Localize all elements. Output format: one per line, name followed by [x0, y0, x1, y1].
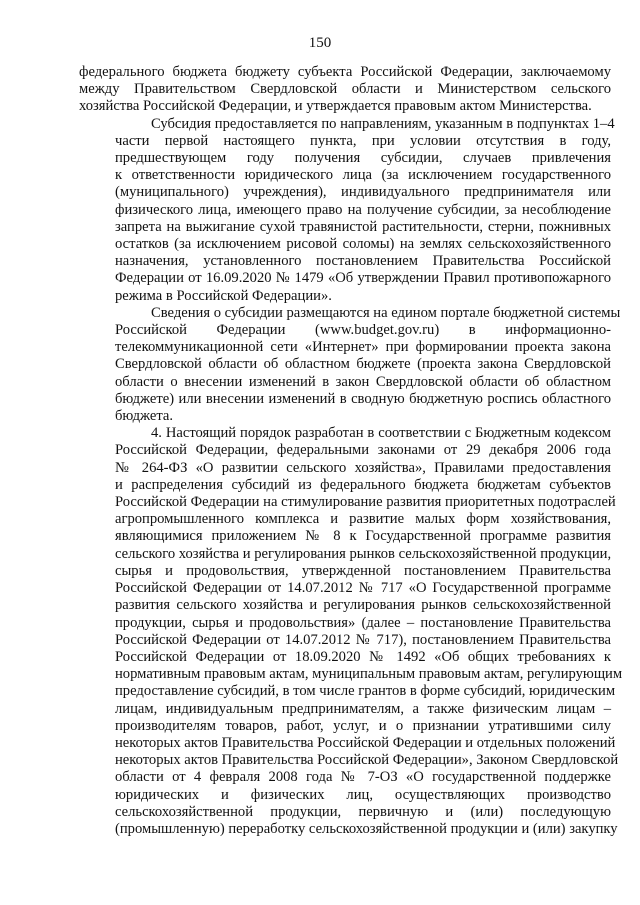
- text-line: назначения, установленного постановлением Правительства Российской: [115, 253, 611, 270]
- text-line: нормативным правовым актам, муниципальным правовым актам, регулирующим: [115, 666, 623, 683]
- text-line: Федерации от 16.09.2020 № 1479 «Об утверждении Правил противопожарного: [115, 270, 611, 287]
- text-line: Российской Федерации от 14.07.2012 № 717), постановлением Правительства: [115, 631, 611, 648]
- text-line: развития сельского хозяйства и регулирования рынков сельскохозяйственной: [115, 597, 611, 614]
- page-number: 150: [308, 35, 332, 51]
- paragraph: [79, 115, 615, 305]
- text-line: продукции, сырья и продовольствия» (далее – постановление Правительства: [115, 614, 611, 631]
- text-line: части первой настоящего пункта, при условии отсутствия в году,: [115, 132, 611, 149]
- text-line: бюджете) или внесении изменений в сводную бюджетную роспись областного: [115, 390, 611, 407]
- text-line: Российской Федерации на стимулирование развития приоритетных подотраслей: [115, 494, 616, 511]
- paragraph: [79, 425, 623, 838]
- text-line: лицам, индивидуальным предпринимателям, а также физическим лицам –: [115, 700, 611, 717]
- text-line: Свердловской области об областном бюджете (проекта закона Свердловской: [115, 356, 611, 373]
- text-line: некоторых актов Правительства Российской Федерации», Законом Свердловской: [115, 752, 619, 769]
- text-line: между Правительством Свердловской области и Министерством сельского: [79, 81, 611, 98]
- text-line: сельскохозяйственной продукции, первичную и (или) последующую: [115, 803, 611, 820]
- text-line: юридических и физических лиц, осуществляющих производство: [115, 786, 611, 803]
- text-line: области от 4 февраля 2008 года № 7-ОЗ «О государственной поддержке: [115, 769, 611, 786]
- text-line: агропромышленного комплекса и развитие малых форм хозяйствования,: [115, 511, 611, 528]
- text-line: Российской Федерации (www.budget.gov.ru) в информационно-: [115, 322, 611, 339]
- text-line: сырья и продовольствия, утвержденной постановлением Правительства: [115, 562, 611, 579]
- text-line: области о внесении изменений в закон Свердловской области об областном: [115, 373, 611, 390]
- text-line: предшествующем году получения субсидии, случаев привлечения: [115, 150, 611, 167]
- text-line: остатков (за исключением рисовой соломы) на землях сельскохозяйственного: [115, 236, 611, 253]
- text-line: 4. Настоящий порядок разработан в соответствии с Бюджетным кодексом: [151, 425, 611, 442]
- text-line: бюджета.: [115, 408, 174, 425]
- text-line: Российской Федерации от 14.07.2012 № 717 «О Государственной программе: [115, 580, 611, 597]
- text-line: сельского хозяйства и регулирования рынков сельскохозяйственной продукции,: [115, 545, 612, 562]
- text-line: предоставление субсидий, в том числе грантов в форме субсидий, юридическим: [115, 683, 616, 700]
- document-body: [79, 64, 623, 838]
- text-line: хозяйства Российской Федерации, и утверждается правовым актом Министерства.: [79, 98, 592, 115]
- text-line: к ответственности юридического лица (за исключением государственного: [115, 167, 611, 184]
- text-line: (промышленную) переработку сельскохозяйственной продукции и (или) закупку: [115, 820, 618, 837]
- text-line: некоторых актов Правительства Российской Федерации и отдельных положений: [115, 734, 616, 751]
- text-line: Российской Федерации от 18.09.2020 № 1492 «Об общих требованиях к: [115, 648, 611, 665]
- text-line: запрета на выжигание сухой травянистой растительности, стерни, пожнивных: [115, 218, 611, 235]
- text-line: Российской Федерации, федеральными законами от 29 декабря 2006 года: [115, 442, 611, 459]
- text-line: физического лица, имеющего право на получение субсидии, за несоблюдение: [115, 201, 611, 218]
- paragraph: [79, 304, 621, 425]
- text-line: телекоммуникационной сети «Интернет» при формировании проекта закона: [115, 339, 611, 356]
- text-line: (муниципального) учреждения), индивидуального предпринимателя или: [115, 184, 611, 201]
- text-line: № 264-ФЗ «О развитии сельского хозяйства», Правилами предоставления: [115, 459, 611, 476]
- text-line: являющимися приложением № 8 к Государственной программе развития: [115, 528, 611, 545]
- text-line: и распределения субсидий из федерального бюджета бюджетам субъектов: [115, 476, 611, 493]
- text-line: Субсидия предоставляется по направлениям, указанным в подпунктах 1–4: [151, 115, 615, 132]
- text-line: Сведения о субсидии размещаются на едином портале бюджетной системы: [151, 304, 621, 321]
- text-line: производителям товаров, работ, услуг, и о признании утратившими силу: [115, 717, 611, 734]
- text-line: федерального бюджета бюджету субъекта Российской Федерации, заключаемому: [79, 64, 611, 80]
- paragraph: [79, 64, 611, 116]
- text-line: режима в Российской Федерации».: [115, 287, 332, 304]
